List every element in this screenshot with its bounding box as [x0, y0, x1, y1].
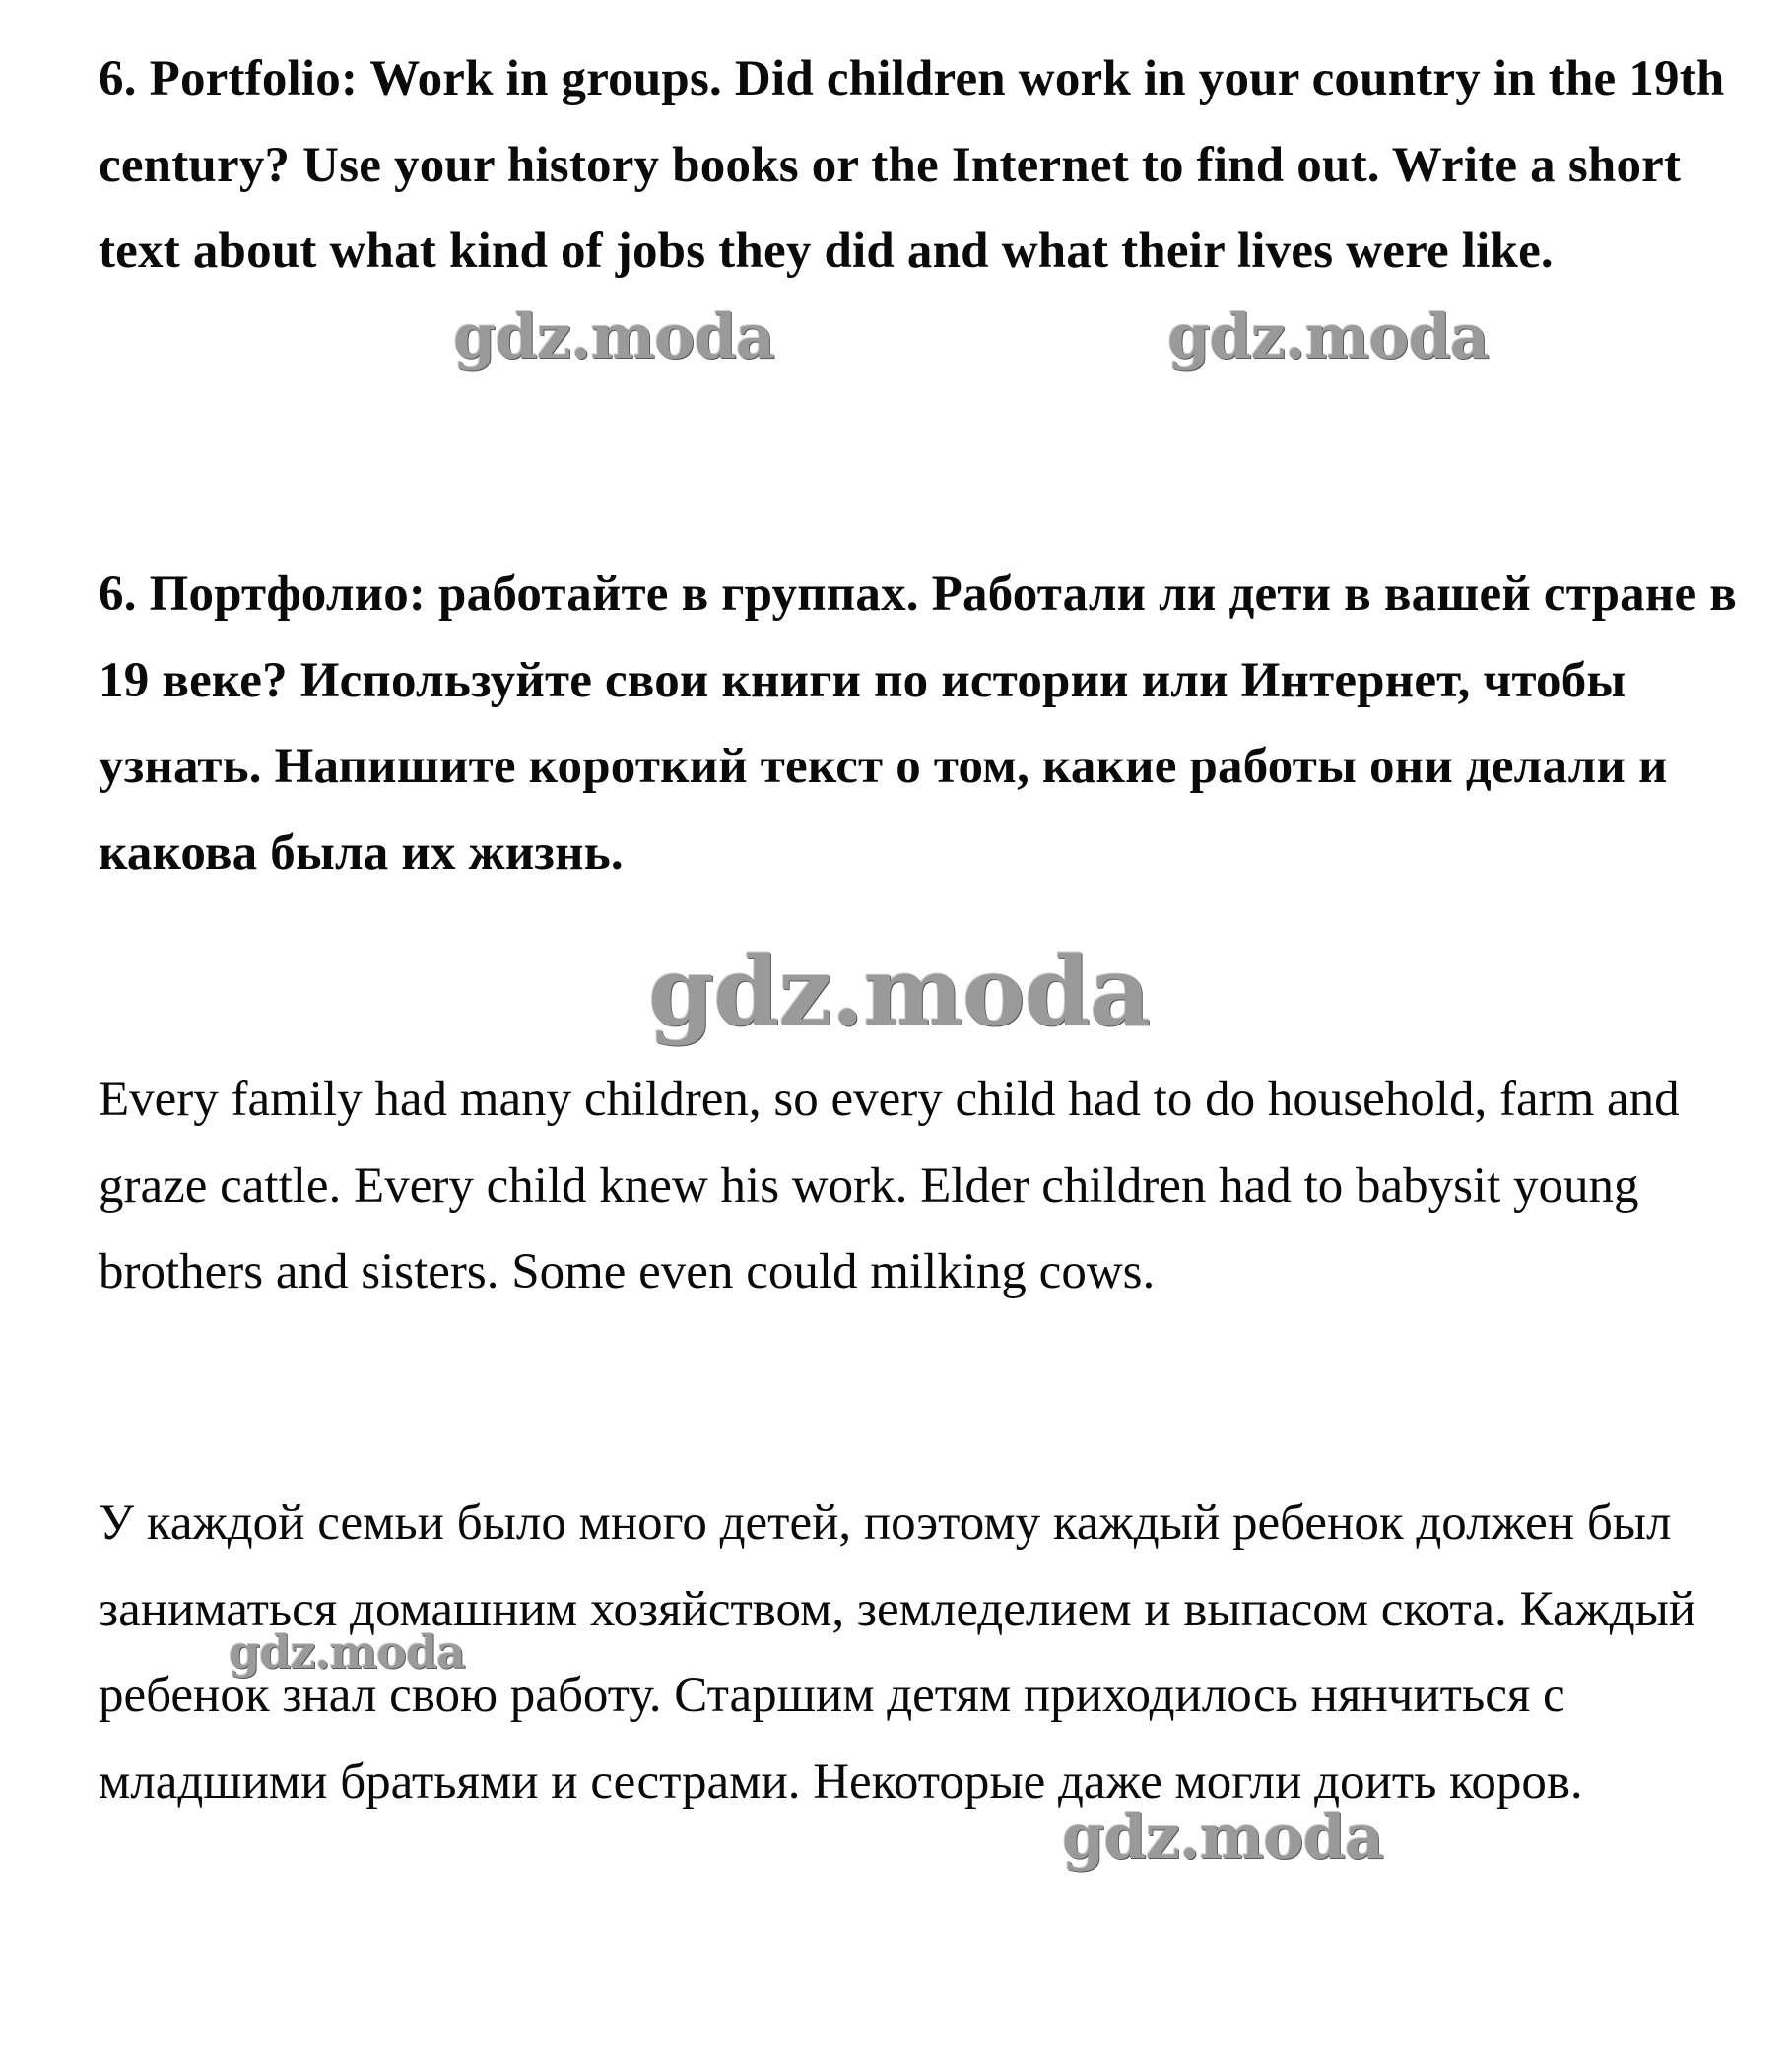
- watermark-logo: gdz.moda: [229, 1625, 465, 1679]
- watermark-logo: gdz.moda: [453, 300, 774, 372]
- answer-russian: У каждой семьи было много детей, поэтому каждый ребенок должен был заниматься домашним хозяйством, земледелием и выпасом скота. Каждый ребенок знал свою работу. Старшим детям приходилось нянчиться с младшими братьями и сестрами. Некоторые даже могли доить коров.: [99, 1495, 1696, 1810]
- answer-english: Every family had many children, so every child had to do household, farm and graze cattle. Every child knew his work. Elder children had to babysit young brothers and sisters. Some even could milking cows.: [99, 1072, 1680, 1299]
- task-english: 6. Portfolio: Work in groups. Did children work in your country in the 19th century? Use your history books or the Internet to find out. Write a short text about what kind of jobs they did and what their lives were like.: [99, 51, 1725, 279]
- watermark-logo: gdz.moda: [1167, 300, 1489, 372]
- task-russian: 6. Портфолио: работайте в группах. Работали ли дети в вашей стране в 19 веке? Используйте свои книги по истории или Интернет, чтобы узнать. Напишите короткий текст о том, какие работы они делали и какова была их жизнь.: [99, 566, 1737, 881]
- watermark-logo: gdz.moda: [648, 936, 1151, 1047]
- watermark-logo: gdz.moda: [1062, 1801, 1383, 1873]
